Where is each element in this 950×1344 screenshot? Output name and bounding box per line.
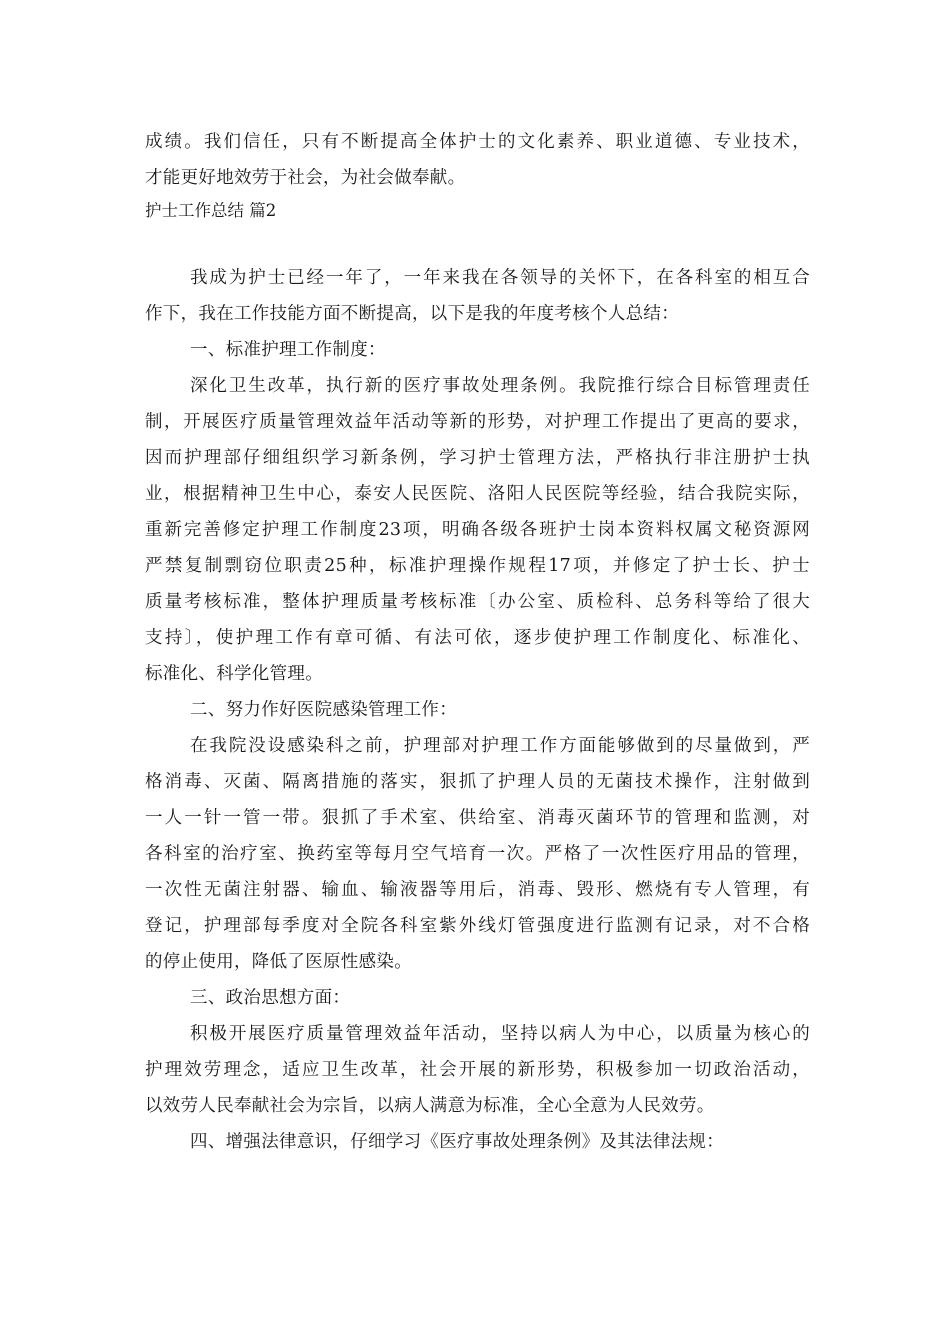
subheading-3: 三、政治思想方面： — [190, 988, 351, 1008]
text-line: 业，根据精神卫生中心，泰安人民医院、洛阳人民医院等经验，结合我院实际， — [145, 484, 810, 504]
text-line: 作下，我在工作技能方面不断提高，以下是我的年度考核个人总结： — [145, 304, 679, 324]
text-line: 护理效劳理念，适应卫生改革，社会开展的新形势，积极参加一切政治活动， — [145, 1060, 810, 1080]
text-line: 质量考核标准，整体护理质量考核标准〔办公室、质检科、总务科等给了很大 — [145, 592, 810, 612]
text-line: 支持〕，使护理工作有章可循、有法可依，逐步使护理工作制度化、标准化、 — [145, 628, 810, 648]
paragraph-first-line: 深化卫生改革，执行新的医疗事故处理条例。我院推行综合目标管理责任 — [190, 376, 810, 396]
text-line: 制，开展医疗质量管理效益年活动等新的形势，对护理工作提出了更高的要求， — [145, 412, 810, 432]
body-text — [145, 260, 810, 1160]
text-line: 一人一针一管一带。狠抓了手术室、供给室、消毒灭菌环节的管理和监测，对 — [145, 808, 810, 828]
text-line: 才能更好地效劳于社会，为社会做奉献。 — [145, 168, 466, 188]
paragraph-first-line: 积极开展医疗质量管理效益年活动，坚持以病人为中心，以质量为核心的 — [190, 1024, 810, 1044]
subheading-1: 一、标准护理工作制度： — [190, 340, 386, 360]
subheading-4: 四、增强法律意识，仔细学习《医疗事故处理条例》及其法律法规： — [190, 1132, 724, 1152]
text-line: 重新完善修定护理工作制度23项，明确各级各班护士岗本资料权属文秘资源网 — [145, 520, 810, 540]
text-line: 标准化、科学化管理。 — [145, 664, 323, 684]
text-line: 严禁复制剽窃位职责25种，标准护理操作规程17项，并修定了护士长、护士 — [145, 556, 810, 576]
paragraph-first-line: 我成为护士已经一年了，一年来我在各领导的关怀下，在各科室的相互合 — [190, 268, 810, 288]
text-line: 格消毒、灭菌、隔离措施的落实，狠抓了护理人员的无菌技术操作，注射做到 — [145, 772, 810, 792]
paragraph-first-line: 在我院没设感染科之前，护理部对护理工作方面能够做到的尽量做到，严 — [190, 736, 810, 756]
text-line: 以效劳人民奉献社会为宗旨，以病人满意为标准，全心全意为人民效劳。 — [145, 1096, 715, 1116]
subheading-2: 二、努力作好医院感染管理工作： — [190, 700, 457, 720]
text-line: 成绩。我们信任，只有不断提高全体护士的文化素养、职业道德、专业技术， — [145, 132, 810, 152]
section-title: 护士工作总结 篇2 — [145, 201, 277, 220]
text-line: 各科室的治疗室、换药室等每月空气培育一次。严格了一次性医疗用品的管理， — [145, 844, 810, 864]
text-line: 登记，护理部每季度对全院各科室紫外线灯管强度进行监测有记录，对不合格 — [145, 916, 810, 936]
text-line: 一次性无菌注射器、输血、输液器等用后，消毒、毁形、燃烧有专人管理，有 — [145, 880, 810, 900]
text-line: 的停止使用，降低了医原性感染。 — [145, 952, 412, 972]
intro-paragraph — [145, 124, 810, 196]
text-line: 因而护理部仔细组织学习新条例，学习护士管理方法，严格执行非注册护士执 — [145, 448, 810, 468]
